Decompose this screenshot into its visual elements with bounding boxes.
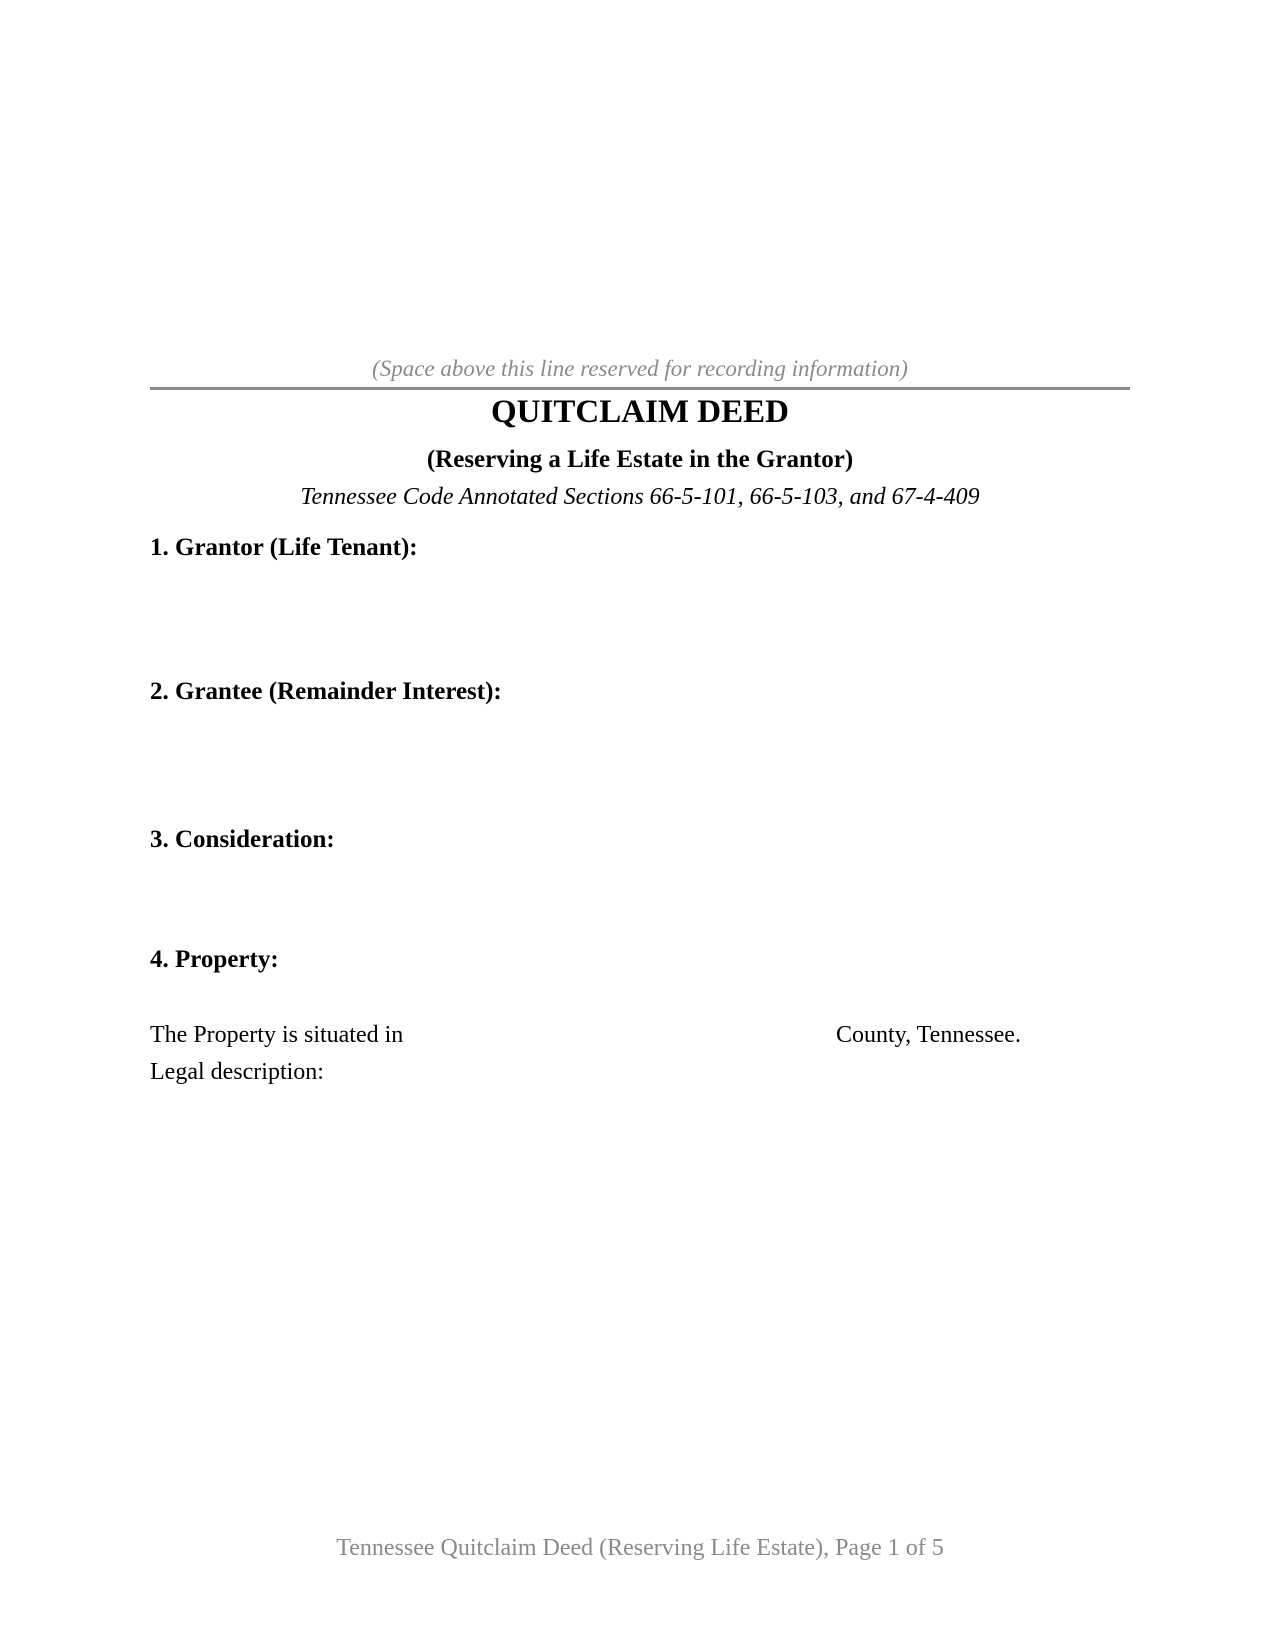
legal-description-label: Legal description: (150, 1059, 324, 1085)
grantee-heading: 2. Grantee (Remainder Interest): (150, 678, 502, 705)
statute-reference: Tennessee Code Annotated Sections 66-5-101, 66-5-103, and 67-4-409 (300, 484, 980, 510)
consideration-field[interactable] (150, 864, 1130, 944)
property-heading: 4. Property: (150, 946, 279, 973)
grantee-field[interactable] (150, 716, 1130, 811)
legal-description-field[interactable] (150, 1096, 1130, 1496)
grantor-heading: 1. Grantor (Life Tenant): (150, 534, 418, 561)
recording-space-note: (Space above this line reserved for recording information) (372, 356, 908, 381)
consideration-heading: 3. Consideration: (150, 826, 335, 853)
document-subtitle: (Reserving a Life Estate in the Grantor) (426, 446, 854, 473)
property-situated-label: The Property is situated in (150, 1022, 404, 1048)
grantor-field[interactable] (150, 572, 1130, 667)
county-state-label: County, Tennessee. (836, 1022, 1021, 1048)
recording-divider-line (150, 387, 1130, 390)
page-footer: Tennessee Quitclaim Deed (Reserving Life Estate), Page 1 of 5 (336, 1535, 944, 1561)
county-field[interactable] (420, 1022, 825, 1052)
document-title: QUITCLAIM DEED (491, 394, 789, 430)
